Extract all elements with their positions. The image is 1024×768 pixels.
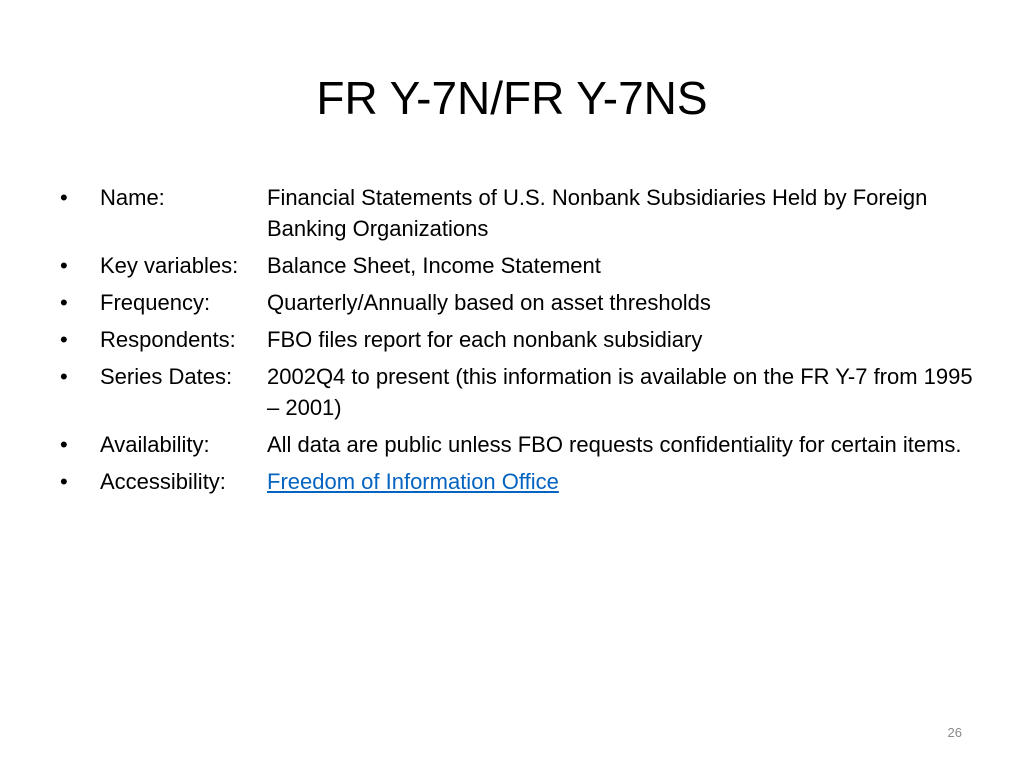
list-item bbox=[60, 466, 980, 497]
item-value: Balance Sheet, Income Statement bbox=[267, 253, 601, 278]
list-item bbox=[60, 287, 980, 318]
bullet-icon: • bbox=[60, 364, 68, 389]
item-value-container bbox=[267, 466, 980, 497]
item-label: Availability: bbox=[100, 432, 210, 457]
bullet-icon: • bbox=[60, 290, 68, 315]
list-item bbox=[60, 429, 980, 460]
list-item bbox=[60, 250, 980, 281]
bullet-icon: • bbox=[60, 432, 68, 457]
item-value: All data are public unless FBO requests confidentiality for certain items. bbox=[267, 432, 962, 457]
item-label: Series Dates: bbox=[100, 364, 233, 389]
item-label: Accessibility: bbox=[100, 469, 226, 494]
item-label: Respondents: bbox=[100, 327, 236, 352]
item-label: Frequency: bbox=[100, 290, 211, 315]
item-value: FBO files report for each nonbank subsidiary bbox=[267, 327, 703, 352]
bullet-icon: • bbox=[60, 253, 68, 278]
list-item bbox=[60, 182, 980, 244]
page-number: 26 bbox=[947, 725, 962, 740]
item-value: 2002Q4 to present (this information is available on the FR Y-7 from 1995 – 2001) bbox=[267, 364, 973, 420]
list-item bbox=[60, 324, 980, 355]
item-value: Financial Statements of U.S. Nonbank Subsidiaries Held by Foreign Banking Organizations bbox=[267, 185, 928, 241]
bullet-icon: • bbox=[60, 185, 68, 210]
list-item bbox=[60, 361, 980, 423]
freedom-of-information-office-link[interactable]: Freedom of Information Office bbox=[267, 469, 559, 494]
item-label: Name: bbox=[100, 185, 165, 210]
bullet-list bbox=[60, 182, 980, 503]
bullet-icon: • bbox=[60, 469, 68, 494]
bullet-icon: • bbox=[60, 327, 68, 352]
slide-title: FR Y-7N/FR Y-7NS bbox=[316, 72, 708, 124]
item-value: Quarterly/Annually based on asset thresholds bbox=[267, 290, 711, 315]
item-label: Key variables: bbox=[100, 253, 239, 278]
